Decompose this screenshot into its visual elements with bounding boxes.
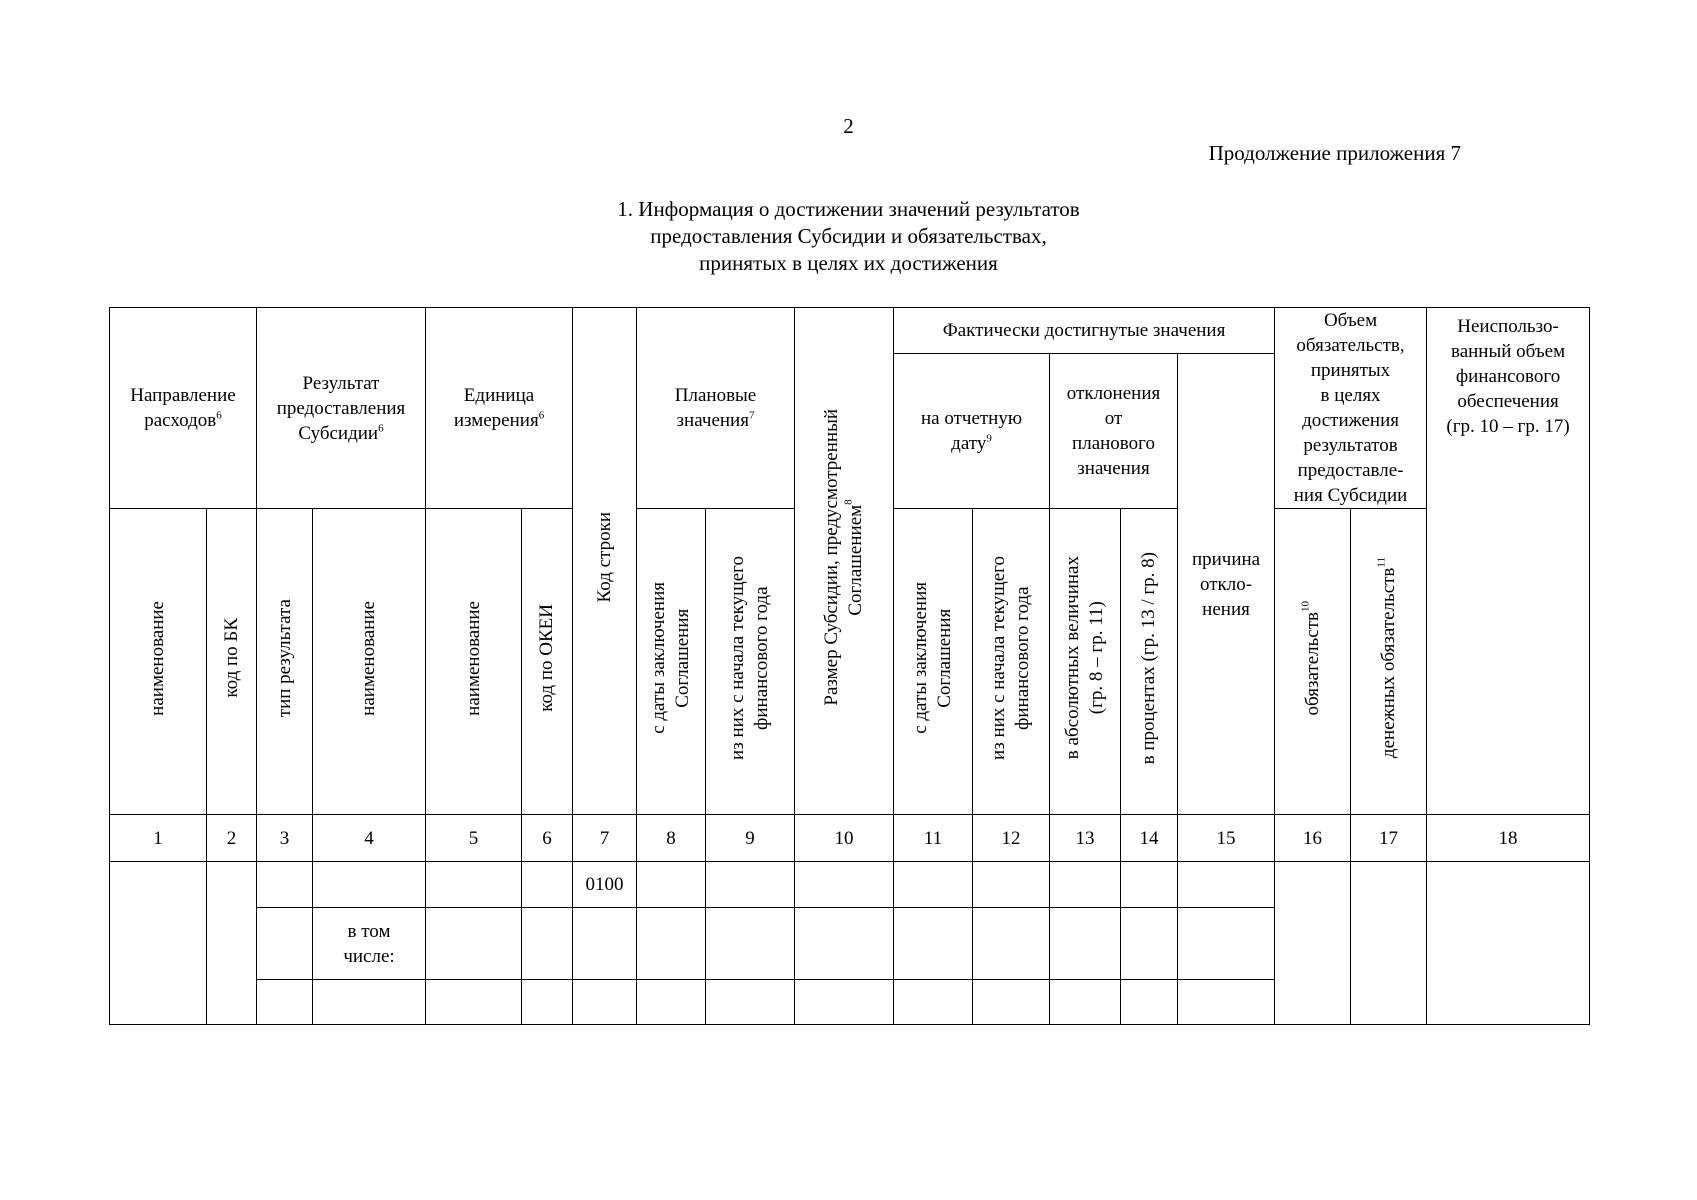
header-deviation-reason: причина откло- нения (1178, 354, 1275, 815)
cell-result-name[interactable] (313, 862, 426, 908)
cell[interactable] (973, 908, 1050, 980)
column-number: 7 (573, 815, 637, 862)
column-number: 5 (426, 815, 522, 862)
cell-money-obligations[interactable] (1351, 862, 1427, 1025)
cell[interactable] (706, 980, 795, 1025)
section-title (0, 196, 1697, 277)
cell-unit-code[interactable] (522, 862, 573, 908)
header-plan-from-year: из них с начала текущего финансового года (706, 509, 795, 815)
cell-direction-name[interactable] (110, 862, 207, 1025)
cell[interactable] (795, 980, 894, 1025)
title-line: предоставления Субсидии и обязательствах, (650, 224, 1047, 248)
column-number: 9 (706, 815, 795, 862)
cell[interactable] (1050, 862, 1121, 908)
header-plan: Плановые значения$^7$ (637, 308, 795, 509)
cell[interactable] (1121, 908, 1178, 980)
header-result-name: наименование (313, 509, 426, 815)
cell-unit-name[interactable] (426, 862, 522, 908)
header-plan-from-agreement: с даты заключения Соглашения (637, 509, 706, 815)
header-obligations-sub: обязательств$^{10}$ (1275, 509, 1351, 815)
header-subsidy-size: Размер Субсидии, предусмотренный Соглашением$^8$ (795, 308, 894, 815)
column-number: 10 (795, 815, 894, 862)
header-unit-name: наименование (426, 509, 522, 815)
cell-unused[interactable] (1427, 862, 1590, 1025)
header-row-code: Код строки (573, 308, 637, 815)
header-unit: Единица измерения$^6$ (426, 308, 573, 509)
cell[interactable] (573, 980, 637, 1025)
cell[interactable] (426, 980, 522, 1025)
cell[interactable] (1050, 980, 1121, 1025)
column-number: 13 (1050, 815, 1121, 862)
column-number: 18 (1427, 815, 1590, 862)
cell[interactable] (522, 908, 573, 980)
cell[interactable] (706, 908, 795, 980)
cell[interactable] (1178, 862, 1275, 908)
title-line: 1. Информация о достижении значений результатов (617, 197, 1080, 221)
header-actual: Фактически достигнутые значения (894, 308, 1275, 354)
cell[interactable] (1178, 980, 1275, 1025)
header-result: Результат предоставления Субсидии$^6$ (257, 308, 426, 509)
cell-row-code: 0100 (573, 862, 637, 908)
header-direction-name: наименование (110, 509, 207, 815)
cell[interactable] (973, 862, 1050, 908)
cell-obligations[interactable] (1275, 862, 1351, 1025)
column-number: 12 (973, 815, 1050, 862)
cell[interactable] (1121, 980, 1178, 1025)
cell[interactable] (573, 908, 637, 980)
cell[interactable] (1178, 908, 1275, 980)
appendix-note: Продолжение приложения 7 (1208, 141, 1461, 165)
header-percent-deviation: в процентах (гр. 13 / гр. 8) (1121, 509, 1178, 815)
cell[interactable] (795, 908, 894, 980)
report-table (109, 307, 1590, 1025)
header-money-obligations: денежных обязательств$^{11}$ (1351, 509, 1427, 815)
header-actual-from-agreement: с даты заключения Соглашения (894, 509, 973, 815)
cell-including-label: в том числе: (313, 908, 426, 980)
column-number: 11 (894, 815, 973, 862)
header-direction: Направление расходов$^6$ (110, 308, 257, 509)
cell-result-type[interactable] (257, 862, 313, 908)
cell[interactable] (706, 862, 795, 908)
table-row (110, 862, 1590, 908)
cell-result-type[interactable] (257, 980, 313, 1025)
column-number: 2 (207, 815, 257, 862)
cell-result-type[interactable] (257, 908, 313, 980)
header-obligations: Объем обязательств, принятых в целях достижения результатов предоставле- ния Субсидии (1275, 308, 1427, 509)
cell-result-name[interactable] (313, 980, 426, 1025)
header-absolute-deviation: в абсолютных величинах (гр. 8 – гр. 11) (1050, 509, 1121, 815)
header-on-date: на отчетную дату$^9$ (894, 354, 1050, 509)
header-actual-from-year: из них с начала текущего финансового года (973, 509, 1050, 815)
header-direction-code: код по БК (207, 509, 257, 815)
cell[interactable] (637, 862, 706, 908)
column-numbers-row (110, 815, 1590, 862)
column-number: 3 (257, 815, 313, 862)
cell[interactable] (795, 862, 894, 908)
header-result-type: тип результата (257, 509, 313, 815)
column-number: 8 (637, 815, 706, 862)
cell[interactable] (973, 980, 1050, 1025)
header-unit-code: код по ОКЕИ (522, 509, 573, 815)
cell[interactable] (1121, 862, 1178, 908)
column-number: 16 (1275, 815, 1351, 862)
cell[interactable] (637, 908, 706, 980)
cell[interactable] (522, 980, 573, 1025)
column-number: 17 (1351, 815, 1427, 862)
title-line: принятых в целях их достижения (699, 251, 998, 275)
cell[interactable] (1050, 908, 1121, 980)
header-unused: Неиспользо- ванный объем финансового обеспечения (гр. 10 – гр. 17) (1427, 308, 1590, 815)
cell[interactable] (894, 980, 973, 1025)
column-number: 6 (522, 815, 573, 862)
column-number: 14 (1121, 815, 1178, 862)
cell-direction-code[interactable] (207, 862, 257, 1025)
header-deviation: отклонения от планового значения (1050, 354, 1178, 509)
cell[interactable] (426, 908, 522, 980)
cell[interactable] (894, 908, 973, 980)
column-number: 1 (110, 815, 207, 862)
column-number: 4 (313, 815, 426, 862)
cell[interactable] (637, 980, 706, 1025)
column-number: 15 (1178, 815, 1275, 862)
page-number: 2 (843, 114, 854, 138)
cell[interactable] (894, 862, 973, 908)
